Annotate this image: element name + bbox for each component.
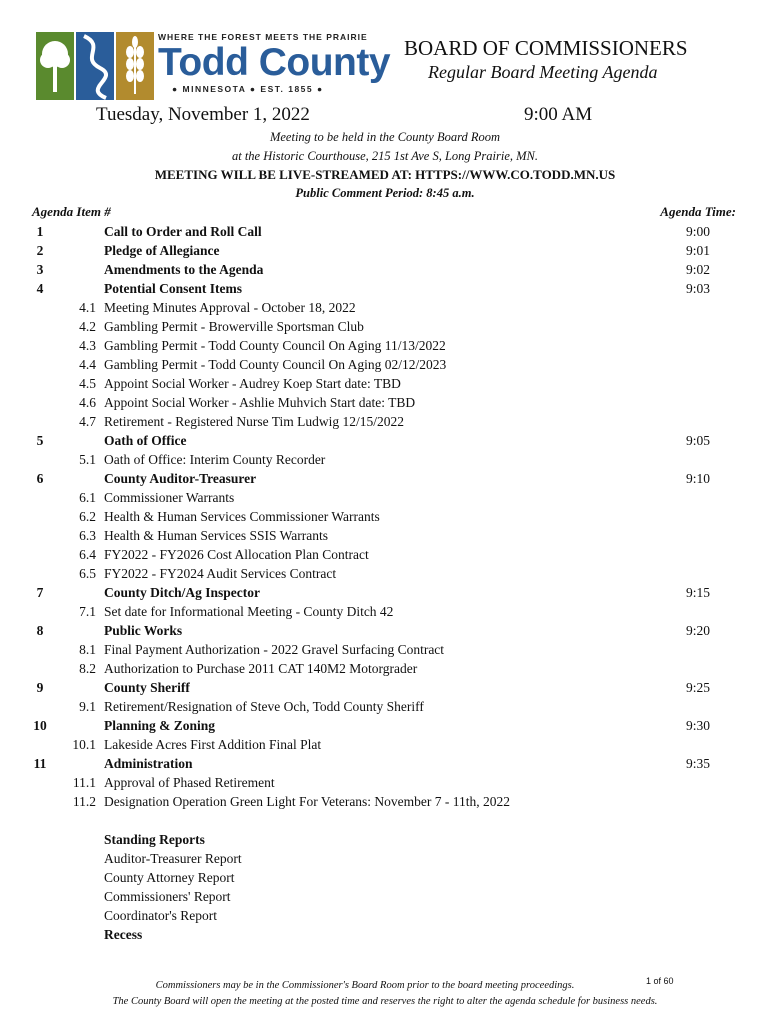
agenda-item-number: 4.2 [79, 319, 96, 334]
agenda-subitem [0, 564, 770, 583]
agenda-subitem [0, 507, 770, 526]
logo-county-name: Todd County [158, 41, 391, 84]
meeting-date: Tuesday, November 1, 2022 [96, 104, 310, 125]
agenda-item-number: 8 [36, 623, 44, 638]
agenda-item-number: 3 [36, 262, 44, 277]
agenda-item-number: 6.1 [79, 490, 96, 505]
standing-report-item: Coordinator's Report [104, 908, 218, 923]
agenda-item-label: Gambling Permit - Todd County Council On Aging 02/12/2023 [104, 357, 447, 372]
agenda-item-number: 6 [36, 471, 44, 486]
agenda-item-label: Health & Human Services Commissioner Warrants [104, 509, 380, 524]
location-line-1: Meeting to be held in the County Board Room [269, 130, 501, 144]
agenda-item-time: 9:10 [685, 471, 710, 486]
agenda-item-number: 10 [33, 718, 47, 733]
agenda-item-number: 4.6 [79, 395, 96, 410]
agenda-item-label: Commissioner Warrants [104, 490, 235, 505]
agenda-item-number: 6.4 [79, 547, 96, 562]
agenda-item-label: Retirement/Resignation of Steve Och, Todd County Sheriff [104, 699, 424, 714]
logo-subline: ● MINNESOTA ● EST. 1855 ● [172, 84, 324, 94]
agenda-item-number: 5 [36, 433, 44, 448]
agenda-subitem [0, 526, 770, 545]
footer-note-1: Commissioners may be in the Commissioner's Board Room prior to the board meeting proceedings. [155, 980, 575, 991]
agenda-item-label: Set date for Informational Meeting - County Ditch 42 [104, 604, 394, 619]
agenda-item-label: Potential Consent Items [104, 281, 242, 296]
agenda-item-number: 6.2 [79, 509, 96, 524]
agenda-item-label: Planning & Zoning [104, 718, 216, 733]
agenda-item-label: Appoint Social Worker - Audrey Koep Start date: TBD [104, 376, 401, 391]
agenda-subitem [0, 545, 770, 564]
agenda-item-label: Lakeside Acres First Addition Final Plat [104, 737, 322, 752]
agenda-item-label: Appoint Social Worker - Ashlie Muhvich Start date: TBD [104, 395, 416, 410]
agenda-subitem [0, 450, 770, 469]
agenda-list [0, 222, 770, 811]
standing-reports-heading: Standing Reports [104, 832, 205, 847]
agenda-item [0, 583, 770, 602]
agenda-item [0, 241, 770, 260]
agenda-subitem [0, 640, 770, 659]
agenda-item-number: 4.5 [79, 376, 96, 391]
agenda-subitem [0, 298, 770, 317]
agenda-item-number: 4.4 [79, 357, 96, 372]
standing-report-item: Auditor-Treasurer Report [104, 851, 242, 866]
page-number: 1 of 60 [646, 976, 674, 986]
agenda-item [0, 279, 770, 298]
agenda-item-label: Retirement - Registered Nurse Tim Ludwig 12/15/2022 [104, 414, 404, 429]
river-icon [76, 32, 114, 100]
county-logo [36, 32, 391, 100]
logo-tagline: WHERE THE FOREST MEETS THE PRAIRIE [158, 32, 368, 42]
livestream-notice: MEETING WILL BE LIVE-STREAMED AT: HTTPS://WWW.CO.TODD.MN.US [154, 167, 616, 182]
footer-note-2: The County Board will open the meeting at the posted time and reserves the right to alter the agenda schedule for business needs. [112, 996, 658, 1007]
agenda-item-time: 9:25 [685, 680, 710, 695]
agenda-time-column-header: Agenda Time: [660, 204, 736, 219]
agenda-subitem [0, 792, 770, 811]
agenda-item-number: 7.1 [79, 604, 96, 619]
agenda-item-number: 11 [33, 756, 47, 771]
agenda-item-number: 4.3 [79, 338, 96, 353]
agenda-subitem [0, 393, 770, 412]
agenda-subitem [0, 412, 770, 431]
agenda-subitem [0, 735, 770, 754]
agenda-item-number: 1 [36, 224, 44, 239]
agenda-item-label: Gambling Permit - Todd County Council On Aging 11/13/2022 [104, 338, 446, 353]
public-comment-period: Public Comment Period: 8:45 a.m. [295, 186, 475, 200]
agenda-item-label: Gambling Permit - Browerville Sportsman Club [104, 319, 364, 334]
agenda-item-label: County Auditor-Treasurer [104, 471, 257, 486]
wheat-icon [116, 32, 154, 100]
agenda-item-label: FY2022 - FY2026 Cost Allocation Plan Contract [104, 547, 369, 562]
agenda-subitem [0, 488, 770, 507]
agenda-item-number: 5.1 [79, 452, 96, 467]
agenda-item [0, 754, 770, 773]
agenda-item-time: 9:15 [685, 585, 710, 600]
standing-reports [104, 830, 242, 925]
agenda-subitem [0, 659, 770, 678]
agenda-item [0, 621, 770, 640]
location-line-2: at the Historic Courthouse, 215 1st Ave S, Long Prairie, MN. [231, 149, 539, 163]
agenda-item-number: 4.1 [79, 300, 96, 315]
logo-wordmark [158, 32, 391, 94]
tree-icon [36, 32, 74, 100]
agenda-item-time: 9:05 [685, 433, 710, 448]
agenda-item-label: Call to Order and Roll Call [104, 224, 262, 239]
agenda-item-number: 8.2 [79, 661, 96, 676]
agenda-subitem [0, 602, 770, 621]
agenda-subitem [0, 336, 770, 355]
agenda-item-number: 4.7 [79, 414, 96, 429]
agenda-item-column-header: Agenda Item # [32, 204, 111, 219]
agenda-item [0, 716, 770, 735]
agenda-item [0, 222, 770, 241]
agenda-item-label: Amendments to the Agenda [104, 262, 264, 277]
standing-report-item: County Attorney Report [104, 870, 235, 885]
agenda-item-label: FY2022 - FY2024 Audit Services Contract [104, 566, 337, 581]
agenda-subitem [0, 773, 770, 792]
agenda-subitem [0, 355, 770, 374]
agenda-subitem [0, 697, 770, 716]
agenda-item-label: Meeting Minutes Approval - October 18, 2022 [104, 300, 356, 315]
agenda-item-time: 9:35 [685, 756, 710, 771]
agenda-item-time: 9:03 [685, 281, 710, 296]
agenda-item-number: 9.1 [79, 699, 96, 714]
agenda-item-time: 9:01 [685, 243, 710, 258]
agenda-subitem [0, 374, 770, 393]
agenda-item-label: Administration [104, 756, 193, 771]
agenda-item-label: Designation Operation Green Light For Veterans: November 7 - 11th, 2022 [104, 794, 511, 809]
agenda-item-number: 2 [36, 243, 44, 258]
agenda-item-time: 9:20 [685, 623, 710, 638]
agenda-item-number: 6.5 [79, 566, 96, 581]
agenda-item-number: 7 [36, 585, 44, 600]
agenda-item-time: 9:02 [685, 262, 710, 277]
standing-report-item: Commissioners' Report [104, 889, 231, 904]
agenda-item-number: 9 [36, 680, 44, 695]
agenda-item [0, 431, 770, 450]
agenda-item-number: 6.3 [79, 528, 96, 543]
agenda-item-label: Authorization to Purchase 2011 CAT 140M2 Motorgrader [104, 661, 418, 676]
agenda-item [0, 678, 770, 697]
meeting-time: 9:00 AM [524, 104, 593, 125]
agenda-item-label: County Ditch/Ag Inspector [104, 585, 261, 600]
agenda-item-number: 8.1 [79, 642, 96, 657]
agenda-item-label: Health & Human Services SSIS Warrants [104, 528, 329, 543]
agenda-item-label: Final Payment Authorization - 2022 Gravel Surfacing Contract [104, 642, 445, 657]
agenda-item-label: Oath of Office: Interim County Recorder [104, 452, 326, 467]
agenda-item-time: 9:30 [685, 718, 710, 733]
agenda-item-number: 11.2 [72, 794, 96, 809]
agenda-item [0, 260, 770, 279]
agenda-item-number: 4 [36, 281, 44, 296]
agenda-item-number: 11.1 [72, 775, 96, 790]
agenda-item-label: Approval of Phased Retirement [104, 775, 275, 790]
agenda-item-label: Public Works [104, 623, 183, 638]
agenda-item [0, 469, 770, 488]
agenda-item-label: Oath of Office [104, 433, 187, 448]
recess-label: Recess [104, 927, 143, 942]
board-title: BOARD OF COMMISSIONERS [404, 36, 688, 60]
agenda-item-number: 10.1 [72, 737, 96, 752]
agenda-item-time: 9:00 [685, 224, 710, 239]
agenda-item-label: Pledge of Allegiance [104, 243, 220, 258]
agenda-item-label: County Sheriff [104, 680, 190, 695]
agenda-subtitle: Regular Board Meeting Agenda [428, 62, 658, 82]
agenda-subitem [0, 317, 770, 336]
